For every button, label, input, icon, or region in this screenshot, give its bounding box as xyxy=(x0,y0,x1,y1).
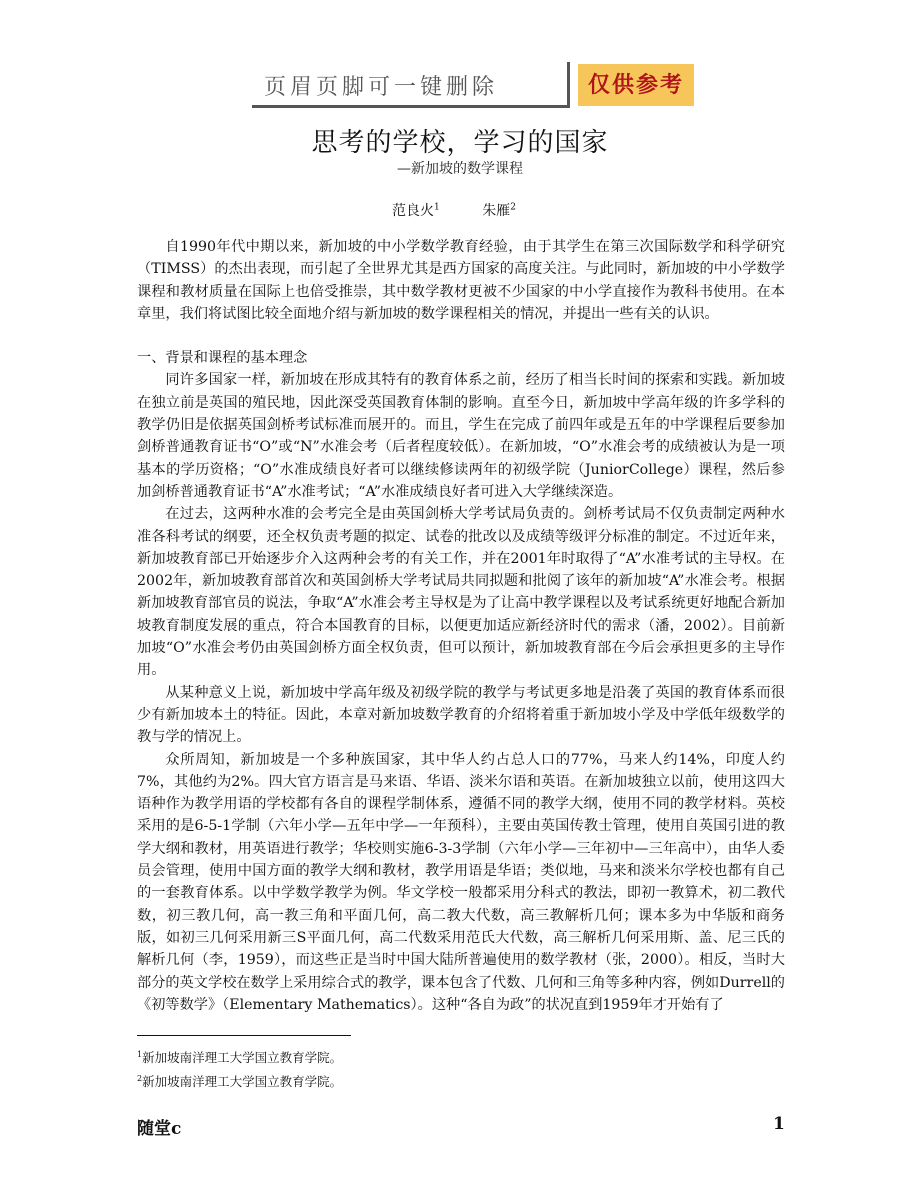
author-list xyxy=(392,200,554,220)
footnote xyxy=(137,1068,342,1092)
footnote-mark: 1 xyxy=(434,202,440,213)
footnote-mark: 2 xyxy=(137,1074,143,1084)
footer-label: 随堂c xyxy=(137,1119,182,1139)
author-name: 范良火 xyxy=(392,203,434,219)
paragraph-gap xyxy=(137,325,785,347)
footnotes xyxy=(137,1044,342,1092)
author-name: 朱雁 xyxy=(482,203,511,219)
body-paragraph: 众所周知，新加坡是一个多种族国家，其中华人约占总人口的77%，马来人约14%，印度人约7%，其他约为2%。四大官方语言是马来语、华语、淡米尔语和英语。在新加坡独立以前，使用这四大语种作为教学用语的学校都有各自的课程学制体系，遵循不同的教学大纲，使用不同的教学材料。英校采用的是6-5-1学制（六年小学—五年中学—一年预科），主要由英国传教士管理，使用自英国引进的教学大纲和教材，用英语进行教学；华校则实施6-3-3学制（六年小学—三年初中—三年高中），由华人委员会管理，使用中国方面的教学大纲和教材，教学用语是华语；类似地，马来和淡米尔学校也都有自己的一套教育体系。以中学数学教学为例。华文学校一般都采用分科式的教法，即初一教算术，初二教代数，初三教几何，高一教三角和平面几何，高二教大代数，高三教解析几何；课本多为中华版和商务版，如初三几何采用新三S平面几何，高二代数采用范氏大代数，高三解析几何采用斯、盖、尼三氏的解析几何（李，1959），而这些正是当时中国大陆所普遍使用的数学教材（张，2000）。相反，当时大部分的英文学校在数学上采用综合式的教学，课本包含了代数、几何和三角等多种内容，例如Durrell的《初等数学》（Elementary Mathematics）。这种“各自为政”的状况直到1959年才开始有了 xyxy=(137,751,785,1013)
header-vertical-divider xyxy=(567,62,570,108)
section-heading: 一、背景和课程的基本理念 xyxy=(137,350,308,367)
header-text: 页眉页脚可一键删除 xyxy=(264,75,499,100)
body-paragraph: 同许多国家一样，新加坡在形成其特有的教育体系之前，经历了相当长时间的探索和实践。新加坡在独立前是英国的殖民地，因此深受英国教育体制的影响。直至今日，新加坡中学高年级的许多学科的教学仍旧是依据英国剑桥考试标准而展开的。而且，学生在完成了前四年或是五年的中学课程后要参加剑桥普通教育证书“O”或“N”水准会考（后者程度较低）。在新加坡，“O”水准会考的成绩被认为是一项基本的学历资格；“O”水准成绩良好者可以继续修读两年的初级学院（JuniorCollege）课程，然后参加剑桥普通教育证书“A”水准考试；“A”水准成绩良好者可进入大学继续深造。 xyxy=(137,372,785,500)
body-paragraph: 在过去，这两种水准的会考完全是由英国剑桥大学考试局负责的。剑桥考试局不仅负责制定两种水准各科考试的纲要，还全权负责考题的拟定、试卷的批改以及成绩等级评分标准的制定。不过近年来，新加坡教育部已开始逐步介入这两种会考的有关工作，并在2001年时取得了“A”水准考试的主导权。在2002年，新加坡教育部首次和英国剑桥大学考试局共同拟题和批阅了该年的新加坡“A”水准会考。根据新加坡教育部官员的说法，争取“A”水准会考主导权是为了让高中教学课程以及考试系统更好地配合新加坡教育制度发展的重点，符合本国教育的目标，以便更加适应新经济时代的需求（潘，2002）。目前新加坡“O”水准会考仍由英国剑桥方面全权负责，但可以预计，新加坡教育部在今后会承担更多的主导作用。 xyxy=(137,506,785,679)
reference-only-badge: 仅供参考 xyxy=(578,64,694,106)
intro-paragraph: 自1990年代中期以来，新加坡的中小学数学教育经验，由于其学生在第三次国际数学和科学研究（TIMSS）的杰出表现，而引起了全世界尤其是西方国家的高度关注。与此同时，新加坡的中小学数学课程和教材质量在国际上也倍受推崇，其中数学教材更被不少国家的中小学直接作为教科书使用。在本章里，我们将试图比较全面地介绍与新加坡的数学课程相关的情况，并提出一些有关的认识。 xyxy=(137,239,785,322)
document-subtitle: —新加坡的数学课程 xyxy=(397,161,523,177)
body-paragraph: 从某种意义上说，新加坡中学高年级及初级学院的教学与考试更多地是沿袭了英国的教育体系而很少有新加坡本土的特征。因此，本章对新加坡数学教育的介绍将着重于新加坡小学及中学低年级数学的教与学的情况上。 xyxy=(137,684,785,746)
header-divider xyxy=(252,105,570,108)
footnote-text: 新加坡南洋理工大学国立教育学院。 xyxy=(142,1050,343,1066)
page-number: 1 xyxy=(773,1114,785,1134)
footnote-mark: 1 xyxy=(137,1050,143,1059)
footnote-text: 新加坡南洋理工大学国立教育学院。 xyxy=(142,1074,343,1090)
document-body xyxy=(137,236,785,1016)
footnote-mark: 2 xyxy=(510,202,516,213)
footnote xyxy=(137,1044,342,1068)
footnote-divider xyxy=(137,1035,351,1036)
document-title: 思考的学校，学习的国家 xyxy=(311,128,609,158)
header-banner xyxy=(252,60,700,110)
author xyxy=(482,203,516,219)
author xyxy=(392,203,440,219)
